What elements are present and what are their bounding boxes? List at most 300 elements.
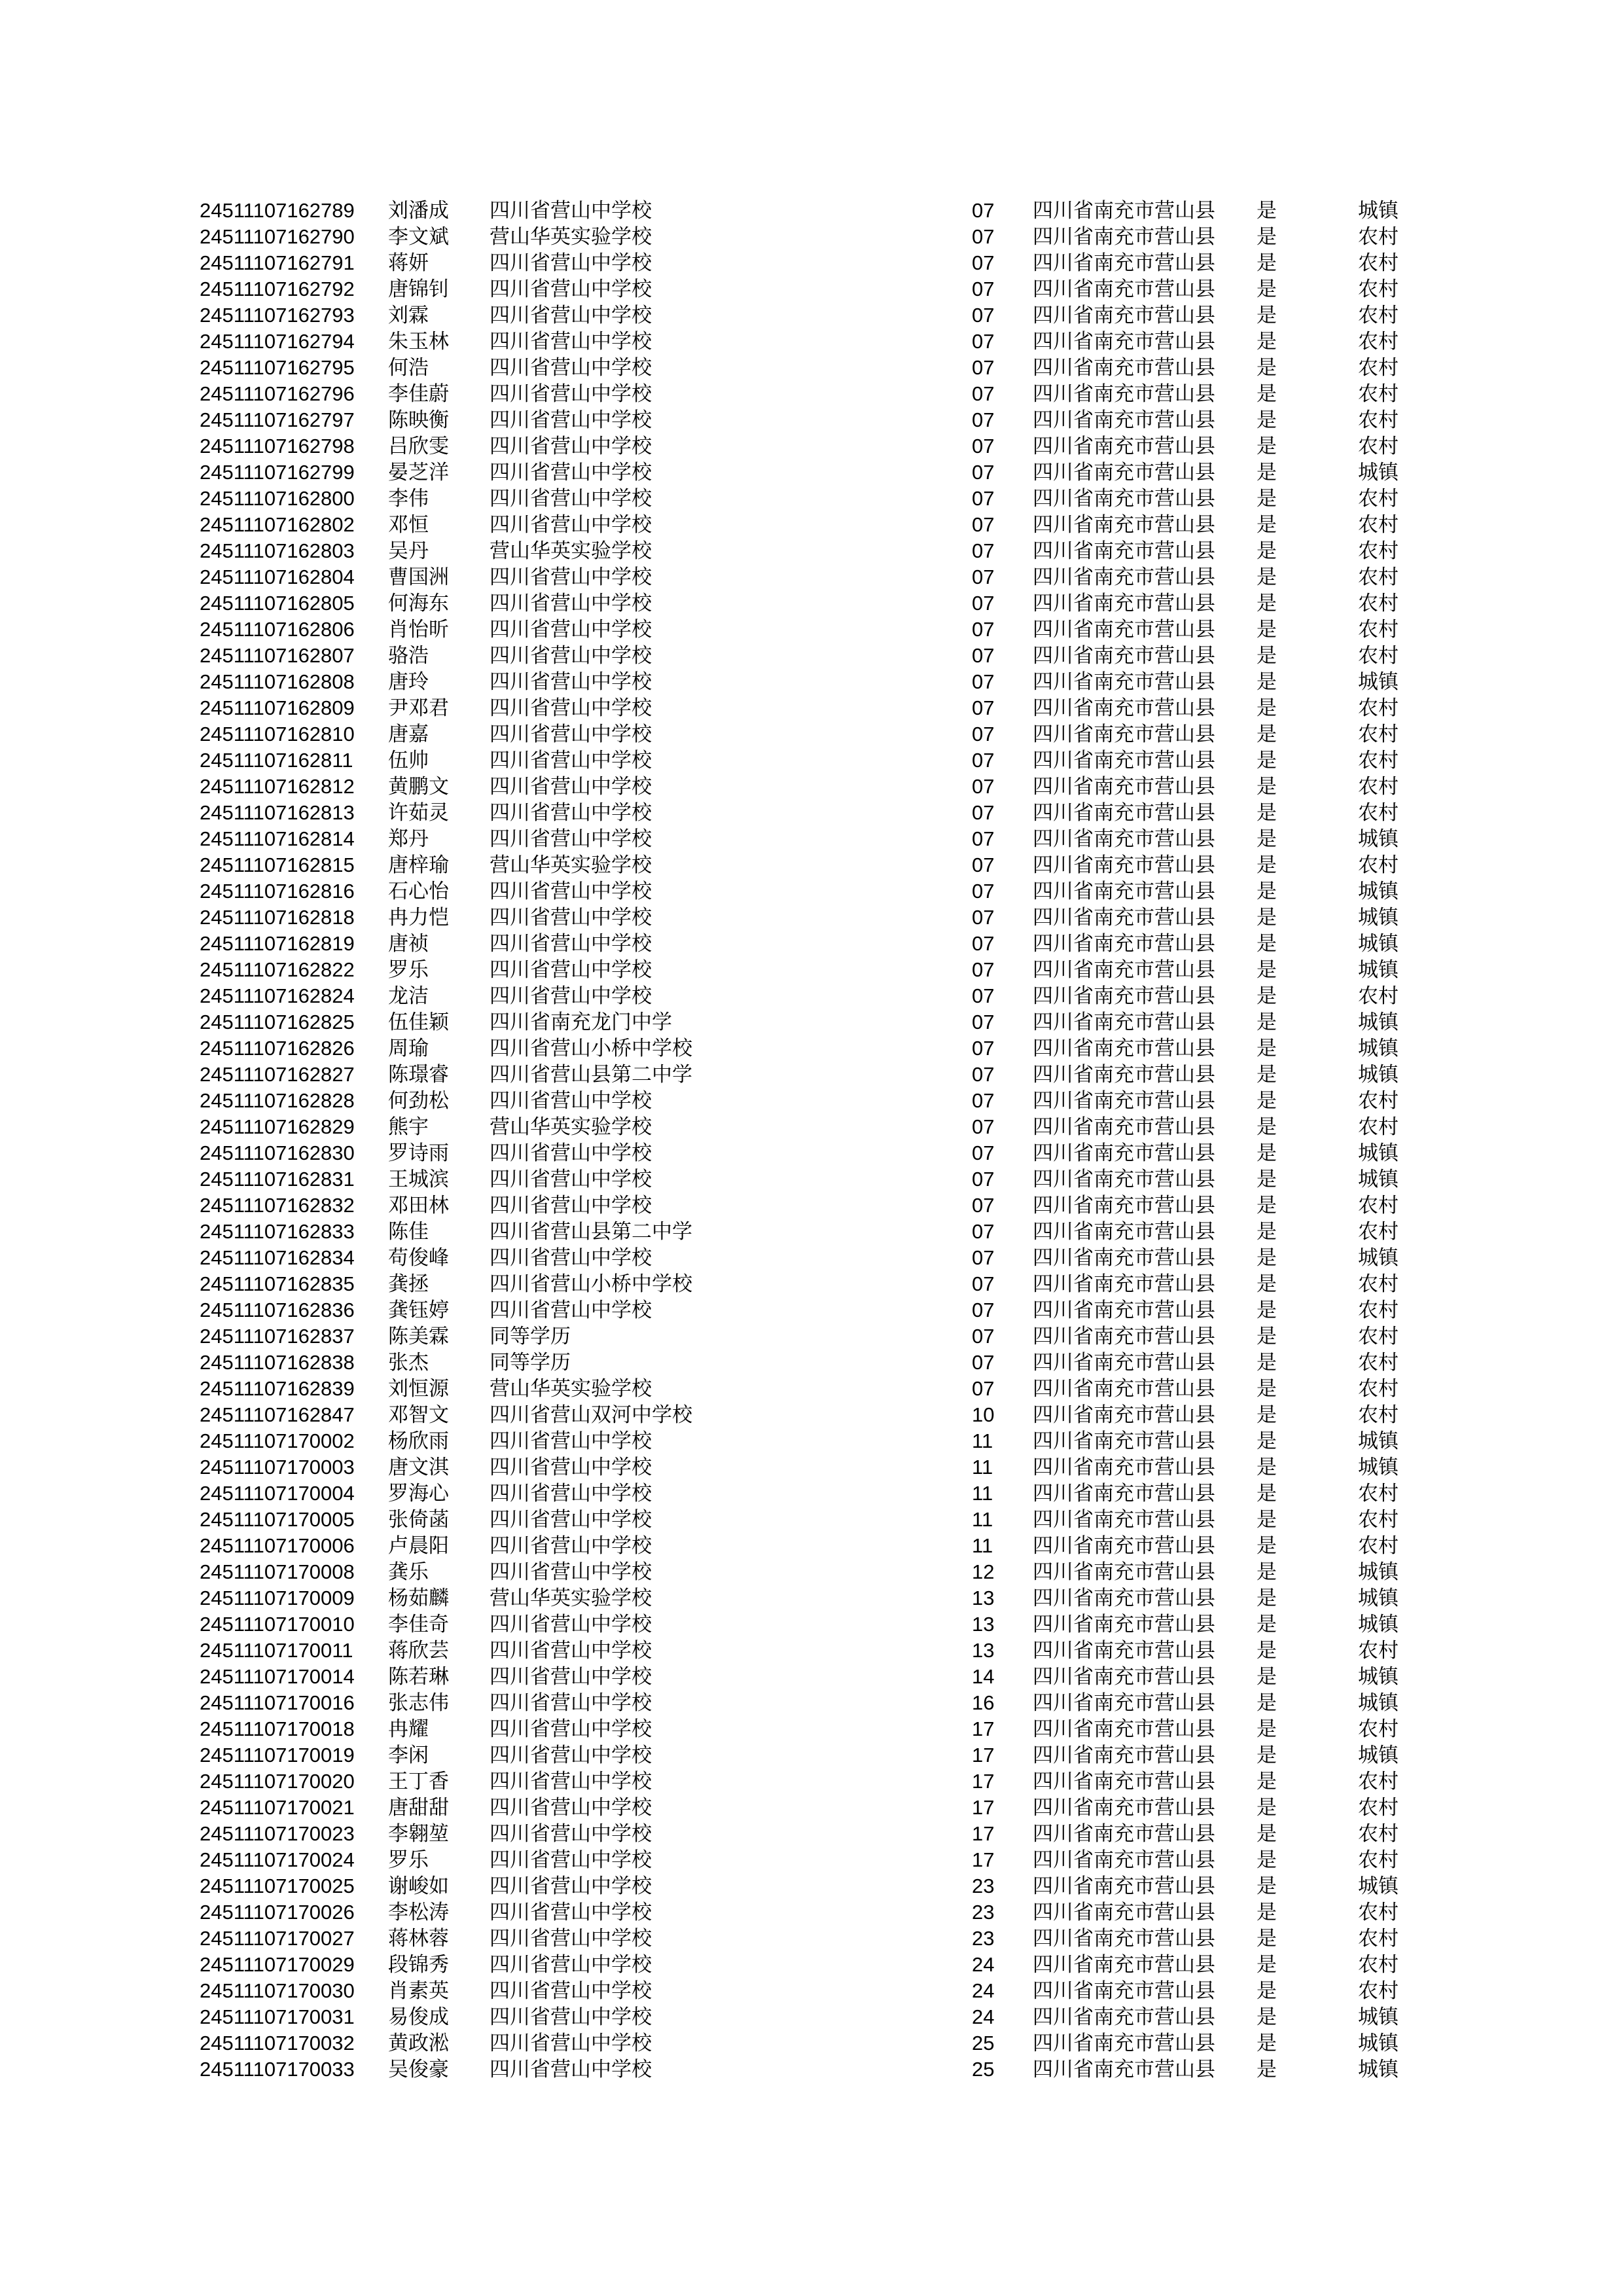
- row-region: 四川省南充市营山县: [1033, 461, 1215, 484]
- row-code: 07: [972, 906, 995, 929]
- table-row: [200, 1428, 1430, 1454]
- table-row: [200, 1873, 1430, 1899]
- row-region: 四川省南充市营山县: [1033, 251, 1215, 274]
- row-region: 四川省南充市营山县: [1033, 1901, 1215, 1924]
- row-school: 四川省营山中学校: [490, 1953, 652, 1976]
- row-id: 24511107162824: [200, 984, 355, 1007]
- row-school: 四川省营山中学校: [490, 592, 652, 615]
- row-yes: 是: [1257, 1665, 1277, 1688]
- row-code: 24: [972, 2005, 995, 2028]
- table-row: [200, 355, 1430, 381]
- row-yes: 是: [1257, 435, 1277, 457]
- row-type: 农村: [1358, 1089, 1399, 1112]
- row-code: 07: [972, 539, 995, 562]
- row-school: 四川省营山中学校: [490, 278, 652, 300]
- table-row: [200, 1768, 1430, 1795]
- table-row: [200, 1350, 1430, 1376]
- row-region: 四川省南充市营山县: [1033, 1429, 1215, 1452]
- row-type: 农村: [1358, 1796, 1399, 1819]
- row-code: 07: [972, 1272, 995, 1295]
- table-row: [200, 1847, 1430, 1873]
- row-type: 城镇: [1358, 1037, 1399, 1060]
- row-yes: 是: [1257, 1063, 1277, 1086]
- table-row: [200, 224, 1430, 250]
- row-id: 24511107162791: [200, 251, 355, 274]
- row-region: 四川省南充市营山县: [1033, 513, 1215, 536]
- row-code: 11: [972, 1456, 993, 1479]
- table-row: [200, 695, 1430, 721]
- row-id: 24511107162795: [200, 356, 355, 379]
- row-region: 四川省南充市营山县: [1033, 1141, 1215, 1164]
- row-yes: 是: [1257, 487, 1277, 510]
- row-code: 07: [972, 749, 995, 772]
- row-id: 24511107170019: [200, 1744, 355, 1767]
- row-id: 24511107170023: [200, 1822, 355, 1845]
- row-id: 24511107162807: [200, 644, 355, 667]
- row-region: 四川省南充市营山县: [1033, 1037, 1215, 1060]
- row-school: 四川省营山中学校: [490, 1717, 652, 1740]
- row-type: 农村: [1358, 1194, 1399, 1217]
- row-type: 城镇: [1358, 958, 1399, 981]
- row-id: 24511107162798: [200, 435, 355, 457]
- row-school: 同等学历: [490, 1325, 571, 1348]
- row-type: 农村: [1358, 618, 1399, 641]
- row-name: 罗乐: [388, 958, 429, 981]
- row-region: 四川省南充市营山县: [1033, 304, 1215, 327]
- table-row: [200, 1507, 1430, 1533]
- row-region: 四川省南充市营山县: [1033, 408, 1215, 431]
- row-code: 17: [972, 1717, 995, 1740]
- row-region: 四川省南充市营山县: [1033, 618, 1215, 641]
- row-id: 24511107170016: [200, 1691, 355, 1714]
- row-name: 龚拯: [388, 1272, 429, 1295]
- row-yes: 是: [1257, 1299, 1277, 1321]
- row-code: 07: [972, 1115, 995, 1138]
- row-region: 四川省南充市营山县: [1033, 356, 1215, 379]
- row-code: 07: [972, 1299, 995, 1321]
- row-type: 城镇: [1358, 1141, 1399, 1164]
- row-type: 城镇: [1358, 932, 1399, 955]
- row-name: 许茹灵: [388, 801, 449, 824]
- table-row: [200, 302, 1430, 329]
- row-code: 07: [972, 1325, 995, 1348]
- row-code: 17: [972, 1848, 995, 1871]
- row-region: 四川省南充市营山县: [1033, 1115, 1215, 1138]
- row-yes: 是: [1257, 251, 1277, 274]
- row-id: 24511107162838: [200, 1351, 355, 1374]
- row-name: 李闲: [388, 1744, 429, 1767]
- row-id: 24511107162803: [200, 539, 355, 562]
- row-type: 农村: [1358, 1325, 1399, 1348]
- row-type: 农村: [1358, 1220, 1399, 1243]
- row-type: 农村: [1358, 1901, 1399, 1924]
- table-row: [200, 1821, 1430, 1847]
- row-school: 四川省营山中学校: [490, 461, 652, 484]
- row-id: 24511107162828: [200, 1089, 355, 1112]
- table-row: [200, 957, 1430, 983]
- table-row: [200, 329, 1430, 355]
- row-yes: 是: [1257, 880, 1277, 903]
- row-name: 何海东: [388, 592, 449, 615]
- row-region: 四川省南充市营山县: [1033, 1089, 1215, 1112]
- row-region: 四川省南充市营山县: [1033, 1011, 1215, 1033]
- row-id: 24511107162790: [200, 225, 355, 248]
- row-school: 四川省营山中学校: [490, 565, 652, 588]
- row-region: 四川省南充市营山县: [1033, 1927, 1215, 1950]
- row-school: 四川省营山双河中学校: [490, 1403, 692, 1426]
- row-code: 07: [972, 278, 995, 300]
- row-yes: 是: [1257, 1587, 1277, 1609]
- row-region: 四川省南充市营山县: [1033, 1796, 1215, 1819]
- row-type: 农村: [1358, 408, 1399, 431]
- table-row: [200, 1716, 1430, 1742]
- row-code: 17: [972, 1770, 995, 1793]
- row-name: 何浩: [388, 356, 429, 379]
- row-school: 四川省营山中学校: [490, 1822, 652, 1845]
- row-type: 农村: [1358, 1822, 1399, 1845]
- row-yes: 是: [1257, 278, 1277, 300]
- row-name: 伍佳颖: [388, 1011, 449, 1033]
- row-name: 刘潘成: [388, 199, 449, 222]
- table-row: [200, 381, 1430, 407]
- table-row: [200, 1690, 1430, 1716]
- row-id: 24511107162810: [200, 723, 355, 745]
- row-yes: 是: [1257, 408, 1277, 431]
- row-yes: 是: [1257, 1691, 1277, 1714]
- row-name: 张倚菡: [388, 1508, 449, 1531]
- row-code: 13: [972, 1587, 995, 1609]
- row-name: 龚乐: [388, 1560, 429, 1583]
- row-school: 营山华英实验学校: [490, 1377, 652, 1400]
- row-region: 四川省南充市营山县: [1033, 1299, 1215, 1321]
- row-name: 李翱堃: [388, 1822, 449, 1845]
- row-region: 四川省南充市营山县: [1033, 749, 1215, 772]
- row-code: 07: [972, 880, 995, 903]
- row-region: 四川省南充市营山县: [1033, 2005, 1215, 2028]
- row-code: 07: [972, 1246, 995, 1269]
- row-name: 刘霖: [388, 304, 429, 327]
- row-school: 四川省营山中学校: [490, 304, 652, 327]
- row-yes: 是: [1257, 670, 1277, 693]
- row-code: 25: [972, 2058, 995, 2081]
- row-name: 李文斌: [388, 225, 449, 248]
- row-school: 四川省营山中学校: [490, 880, 652, 903]
- row-type: 城镇: [1358, 1874, 1399, 1897]
- row-name: 罗乐: [388, 1848, 429, 1871]
- row-type: 农村: [1358, 1299, 1399, 1321]
- row-yes: 是: [1257, 1770, 1277, 1793]
- table-row: [200, 1035, 1430, 1062]
- table-row: [200, 1585, 1430, 1611]
- row-type: 农村: [1358, 1482, 1399, 1505]
- row-yes: 是: [1257, 1037, 1277, 1060]
- row-name: 何劲松: [388, 1089, 449, 1112]
- row-yes: 是: [1257, 1613, 1277, 1636]
- row-yes: 是: [1257, 199, 1277, 222]
- row-region: 四川省南充市营山县: [1033, 1560, 1215, 1583]
- table-row: [200, 1742, 1430, 1768]
- table-row: [200, 878, 1430, 905]
- row-region: 四川省南充市营山县: [1033, 827, 1215, 850]
- row-school: 四川省营山中学校: [490, 1246, 652, 1269]
- table-row: [200, 1114, 1430, 1140]
- row-code: 23: [972, 1874, 995, 1897]
- table-row: [200, 1166, 1430, 1193]
- row-code: 07: [972, 356, 995, 379]
- row-school: 四川省营山中学校: [490, 1168, 652, 1191]
- row-id: 24511107162799: [200, 461, 355, 484]
- row-type: 农村: [1358, 1717, 1399, 1740]
- row-school: 四川省营山中学校: [490, 906, 652, 929]
- row-code: 07: [972, 618, 995, 641]
- row-name: 朱玉林: [388, 330, 449, 353]
- row-school: 四川省营山中学校: [490, 801, 652, 824]
- row-name: 张志伟: [388, 1691, 449, 1714]
- table-row: [200, 407, 1430, 433]
- table-row: [200, 669, 1430, 695]
- row-region: 四川省南充市营山县: [1033, 1351, 1215, 1374]
- row-code: 13: [972, 1613, 995, 1636]
- row-id: 24511107162825: [200, 1011, 355, 1033]
- row-code: 07: [972, 1037, 995, 1060]
- row-id: 24511107162796: [200, 382, 355, 405]
- row-yes: 是: [1257, 1482, 1277, 1505]
- row-region: 四川省南充市营山县: [1033, 1874, 1215, 1897]
- row-school: 四川省营山小桥中学校: [490, 1272, 692, 1295]
- row-name: 尹邓君: [388, 696, 449, 719]
- table-row: [200, 1533, 1430, 1559]
- row-region: 四川省南充市营山县: [1033, 1665, 1215, 1688]
- row-name: 吴俊豪: [388, 2058, 449, 2081]
- row-type: 城镇: [1358, 880, 1399, 903]
- row-code: 07: [972, 1377, 995, 1400]
- row-id: 24511107170024: [200, 1848, 355, 1871]
- row-name: 伍帅: [388, 749, 429, 772]
- row-region: 四川省南充市营山县: [1033, 1717, 1215, 1740]
- row-yes: 是: [1257, 696, 1277, 719]
- row-yes: 是: [1257, 1011, 1277, 1033]
- row-yes: 是: [1257, 1953, 1277, 1976]
- row-code: 07: [972, 723, 995, 745]
- row-region: 四川省南充市营山县: [1033, 1403, 1215, 1426]
- row-yes: 是: [1257, 827, 1277, 850]
- row-name: 陈佳: [388, 1220, 429, 1243]
- row-region: 四川省南充市营山县: [1033, 199, 1215, 222]
- row-name: 李佳蔚: [388, 382, 449, 405]
- row-region: 四川省南充市营山县: [1033, 1168, 1215, 1191]
- row-code: 25: [972, 2032, 995, 2054]
- table-row: [200, 1926, 1430, 1952]
- row-school: 四川省营山小桥中学校: [490, 1037, 692, 1060]
- row-name: 唐梓瑜: [388, 853, 449, 876]
- row-code: 07: [972, 1089, 995, 1112]
- row-yes: 是: [1257, 1403, 1277, 1426]
- row-code: 11: [972, 1508, 993, 1531]
- row-id: 24511107170029: [200, 1953, 355, 1976]
- row-type: 城镇: [1358, 1246, 1399, 1269]
- row-id: 24511107162789: [200, 199, 355, 222]
- row-id: 24511107162829: [200, 1115, 355, 1138]
- row-school: 四川省营山中学校: [490, 382, 652, 405]
- row-region: 四川省南充市营山县: [1033, 906, 1215, 929]
- row-code: 07: [972, 225, 995, 248]
- row-type: 城镇: [1358, 1613, 1399, 1636]
- row-name: 骆浩: [388, 644, 429, 667]
- row-yes: 是: [1257, 461, 1277, 484]
- row-name: 张杰: [388, 1351, 429, 1374]
- row-name: 李伟: [388, 487, 429, 510]
- row-name: 蒋欣芸: [388, 1639, 449, 1662]
- row-name: 蒋妍: [388, 251, 429, 274]
- row-id: 24511107170021: [200, 1796, 355, 1819]
- row-type: 农村: [1358, 539, 1399, 562]
- row-school: 四川省营山中学校: [490, 1665, 652, 1688]
- row-yes: 是: [1257, 618, 1277, 641]
- row-yes: 是: [1257, 1351, 1277, 1374]
- table-row: [200, 1088, 1430, 1114]
- row-region: 四川省南充市营山县: [1033, 1272, 1215, 1295]
- row-name: 李松涛: [388, 1901, 449, 1924]
- row-code: 12: [972, 1560, 995, 1583]
- row-yes: 是: [1257, 1220, 1277, 1243]
- row-id: 24511107162827: [200, 1063, 355, 1086]
- row-yes: 是: [1257, 958, 1277, 981]
- row-type: 农村: [1358, 435, 1399, 457]
- row-region: 四川省南充市营山县: [1033, 1639, 1215, 1662]
- row-region: 四川省南充市营山县: [1033, 2058, 1215, 2081]
- row-yes: 是: [1257, 1822, 1277, 1845]
- row-school: 四川省营山中学校: [490, 1979, 652, 2002]
- row-school: 四川省营山县第二中学: [490, 1220, 692, 1243]
- row-yes: 是: [1257, 853, 1277, 876]
- row-type: 城镇: [1358, 1587, 1399, 1609]
- row-id: 24511107162811: [200, 749, 353, 772]
- row-school: 四川省营山中学校: [490, 513, 652, 536]
- row-type: 农村: [1358, 1534, 1399, 1557]
- row-name: 吴丹: [388, 539, 429, 562]
- row-region: 四川省南充市营山县: [1033, 330, 1215, 353]
- row-code: 07: [972, 801, 995, 824]
- row-code: 07: [972, 435, 995, 457]
- row-region: 四川省南充市营山县: [1033, 932, 1215, 955]
- table-row: [200, 198, 1430, 224]
- table-row: [200, 826, 1430, 852]
- row-code: 11: [972, 1482, 993, 1505]
- row-type: 城镇: [1358, 461, 1399, 484]
- row-id: 24511107162835: [200, 1272, 355, 1295]
- row-name: 黄政淞: [388, 2032, 449, 2054]
- row-type: 农村: [1358, 749, 1399, 772]
- row-name: 邓智文: [388, 1403, 449, 1426]
- row-code: 16: [972, 1691, 995, 1714]
- row-type: 农村: [1358, 1351, 1399, 1374]
- row-school: 四川省营山中学校: [490, 2005, 652, 2028]
- row-code: 11: [972, 1534, 993, 1557]
- row-code: 14: [972, 1665, 995, 1688]
- row-region: 四川省南充市营山县: [1033, 644, 1215, 667]
- row-code: 07: [972, 932, 995, 955]
- row-code: 17: [972, 1796, 995, 1819]
- row-type: 农村: [1358, 513, 1399, 536]
- row-school: 四川省营山中学校: [490, 251, 652, 274]
- row-name: 冉力恺: [388, 906, 449, 929]
- row-yes: 是: [1257, 330, 1277, 353]
- row-code: 07: [972, 330, 995, 353]
- row-id: 24511107162819: [200, 932, 355, 955]
- row-type: 农村: [1358, 1115, 1399, 1138]
- row-yes: 是: [1257, 2005, 1277, 2028]
- table-row: [200, 250, 1430, 276]
- row-code: 07: [972, 696, 995, 719]
- row-school: 四川省营山中学校: [490, 644, 652, 667]
- row-name: 唐甜甜: [388, 1796, 449, 1819]
- row-region: 四川省南充市营山县: [1033, 1377, 1215, 1400]
- row-name: 王丁香: [388, 1770, 449, 1793]
- row-yes: 是: [1257, 1639, 1277, 1662]
- table-row: [200, 1664, 1430, 1690]
- row-region: 四川省南充市营山县: [1033, 1822, 1215, 1845]
- row-name: 吕欣雯: [388, 435, 449, 457]
- row-school: 四川省营山中学校: [490, 435, 652, 457]
- row-yes: 是: [1257, 225, 1277, 248]
- row-id: 24511107170002: [200, 1429, 355, 1452]
- table-row: [200, 564, 1430, 590]
- row-type: 农村: [1358, 1639, 1399, 1662]
- row-id: 24511107170018: [200, 1717, 355, 1740]
- row-school: 四川省营山县第二中学: [490, 1063, 692, 1086]
- row-school: 四川省营山中学校: [490, 1482, 652, 1505]
- row-code: 07: [972, 565, 995, 588]
- row-code: 07: [972, 382, 995, 405]
- row-id: 24511107162800: [200, 487, 355, 510]
- row-id: 24511107162805: [200, 592, 355, 615]
- table-row: [200, 905, 1430, 931]
- row-region: 四川省南充市营山县: [1033, 565, 1215, 588]
- row-school: 四川省营山中学校: [490, 1796, 652, 1819]
- row-code: 17: [972, 1822, 995, 1845]
- row-region: 四川省南充市营山县: [1033, 539, 1215, 562]
- row-id: 24511107162804: [200, 565, 355, 588]
- row-id: 24511107170030: [200, 1979, 355, 2002]
- row-region: 四川省南充市营山县: [1033, 696, 1215, 719]
- row-type: 农村: [1358, 487, 1399, 510]
- row-region: 四川省南充市营山县: [1033, 1220, 1215, 1243]
- row-yes: 是: [1257, 1115, 1277, 1138]
- row-name: 唐玲: [388, 670, 429, 693]
- row-type: 农村: [1358, 251, 1399, 274]
- table-row: [200, 643, 1430, 669]
- row-region: 四川省南充市营山县: [1033, 1325, 1215, 1348]
- row-region: 四川省南充市营山县: [1033, 278, 1215, 300]
- row-school: 营山华英实验学校: [490, 1115, 652, 1138]
- row-school: 四川省营山中学校: [490, 1429, 652, 1452]
- row-id: 24511107170010: [200, 1613, 355, 1636]
- row-school: 四川省营山中学校: [490, 2058, 652, 2081]
- row-id: 24511107162834: [200, 1246, 355, 1269]
- row-yes: 是: [1257, 304, 1277, 327]
- row-yes: 是: [1257, 1874, 1277, 1897]
- row-region: 四川省南充市营山县: [1033, 1456, 1215, 1479]
- row-name: 陈若琳: [388, 1665, 449, 1688]
- table-row: [200, 2004, 1430, 2030]
- row-school: 四川省营山中学校: [490, 958, 652, 981]
- row-region: 四川省南充市营山县: [1033, 1508, 1215, 1531]
- row-school: 四川省营山中学校: [490, 330, 652, 353]
- row-type: 农村: [1358, 1508, 1399, 1531]
- table-row: [200, 852, 1430, 878]
- row-yes: 是: [1257, 1744, 1277, 1767]
- row-code: 24: [972, 1953, 995, 1976]
